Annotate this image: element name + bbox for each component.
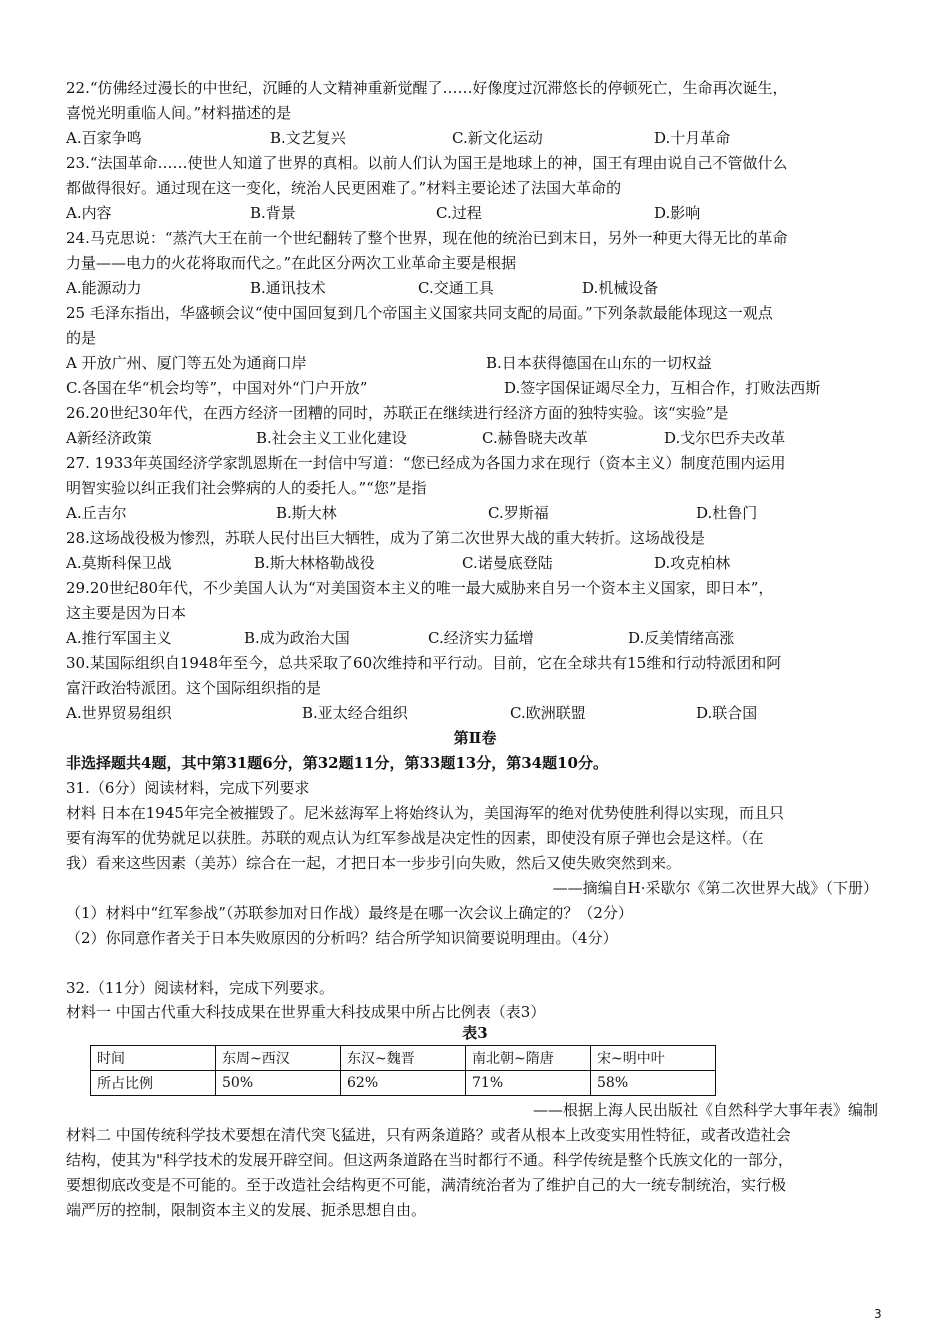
question-29-stem-line-2: 这主要是因为日本 (66, 604, 187, 622)
question-28-option-d: D.攻克柏林 (654, 554, 731, 572)
question-26-stem-line-1: 26.20世纪30年代，在西方经济一团糟的同时，苏联正在继续进行经济方面的独特实验。该“实验”是 (66, 404, 729, 422)
question-22-option-c: C.新文化运动 (452, 129, 543, 147)
question-23-option-d: D.影响 (654, 204, 701, 222)
question-32-material-2-line-4: 端严厉的控制，限制资本主义的发展、扼杀思想自由。 (66, 1201, 427, 1219)
table-cell: 东周~西汉 (216, 1046, 341, 1071)
question-29-option-a: A.推行军国主义 (66, 629, 172, 647)
question-26-option-d: D.戈尔巴乔夫改革 (664, 429, 786, 447)
question-32-material-2-line-2: 结构，使其为"科学技术的发展开辟空间。但这两条道路在当时都行不通。科学传统是整个氏族文化的一部分， (66, 1151, 793, 1169)
question-31-material-line-1: 材料 日本在1945年完全被摧毁了。尼米兹海军上将始终认为，美国海军的绝对优势使胜利得以实现，而且只 (66, 804, 784, 822)
table-3 (90, 1045, 716, 1096)
question-29-option-c: C.经济实力猛增 (428, 629, 534, 647)
question-27-option-d: D.杜鲁门 (696, 504, 758, 522)
question-22-stem-line-2: 喜悦光明重临人间。”材料描述的是 (66, 104, 292, 122)
question-27-stem-line-1: 27. 1933年英国经济学家凯恩斯在一封信中写道：“您已经成为各国力求在现行（资本主义）制度范围内运用 (66, 454, 786, 472)
question-24-option-d: D.机械设备 (582, 279, 659, 297)
section-note: 非选择题共4题，其中第31题6分，第32题11分，第33题13分，第34题10分。 (66, 754, 608, 772)
question-24-option-a: A.能源动力 (66, 279, 142, 297)
table-cell: 宋~明中叶 (591, 1046, 716, 1071)
question-30-option-a: A.世界贸易组织 (66, 704, 172, 722)
question-25-option-d: D.签字国保证竭尽全力，互相合作，打败法西斯 (504, 379, 821, 397)
question-26-option-a: A新经济政策 (66, 429, 152, 447)
table-cell: 58% (591, 1071, 716, 1096)
question-23-stem-line-2: 都做得很好。通过现在这一变化，统治人民更困难了。”材料主要论述了法国大革命的 (66, 179, 622, 197)
table-cell: 东汉~魏晋 (341, 1046, 466, 1071)
question-30-stem-line-1: 30.某国际组织自1948年至今，总共采取了60次维持和平行动。目前，它在全球共有15维和行动特派团和阿 (66, 654, 782, 672)
question-22-option-b: B.文艺复兴 (270, 129, 346, 147)
question-30-option-d: D.联合国 (696, 704, 758, 722)
question-25-option-b: B.日本获得德国在山东的一切权益 (486, 354, 712, 372)
question-31-material-line-3: 我）看来这些因素（美苏）综合在一起，才把日本一步步引向失败，然后又使失败突然到来。 (66, 854, 682, 872)
question-27-stem-line-2: 明智实验以纠正我们社会弊病的人的委托人。”“您”是指 (66, 479, 427, 497)
table-3-source: ——根据上海人民出版社《自然科学大事年表》编制 (532, 1101, 878, 1119)
question-32-material-2-line-1: 材料二 中国传统科学技术要想在清代突飞猛进，只有两条道路？或者从根本上改变实用性特征，或者改造社会 (66, 1126, 791, 1144)
question-25-option-a: A 开放广州、厦门等五处为通商口岸 (66, 354, 307, 372)
question-23-option-b: B.背景 (250, 204, 296, 222)
question-26-option-c: C.赫鲁晓夫改革 (482, 429, 588, 447)
question-28-option-c: C.诺曼底登陆 (462, 554, 553, 572)
question-32-head: 32.（11分）阅读材料，完成下列要求。 (66, 979, 334, 997)
table-cell: 所占比例 (91, 1071, 216, 1096)
question-31-sub-1: （1）材料中“红军参战”（苏联参加对日作战）最终是在哪一次会议上确定的？（2分） (66, 904, 633, 922)
question-28-option-b: B.斯大林格勒战役 (254, 554, 375, 572)
table-row (91, 1046, 716, 1071)
question-27-option-c: C.罗斯福 (488, 504, 549, 522)
question-23-option-a: A.内容 (66, 204, 112, 222)
question-25-stem-line-1: 25 毛泽东指出，华盛顿会议“使中国回复到几个帝国主义国家共同支配的局面。”下列条款最能体现这一观点 (66, 304, 773, 322)
question-31-sub-2: （2）你同意作者关于日本失败原因的分析吗？结合所学知识简要说明理由。（4分） (66, 929, 618, 947)
page-number: 3 (874, 1307, 882, 1321)
question-24-option-c: C.交通工具 (418, 279, 494, 297)
question-28-stem-line-1: 28.这场战役极为惨烈，苏联人民付出巨大牺牲，成为了第二次世界大战的重大转折。这场战役是 (66, 529, 705, 547)
table-cell: 71% (466, 1071, 591, 1096)
question-22-option-d: D.十月革命 (654, 129, 731, 147)
question-29-option-b: B.成为政治大国 (244, 629, 350, 647)
section-title: 第Ⅱ卷 (453, 729, 497, 747)
question-31-head: 31.（6分）阅读材料，完成下列要求 (66, 779, 310, 797)
question-23-stem-line-1: 23.“法国革命……使世人知道了世界的真相。以前人们认为国王是地球上的神，国王有理由说自己不管做什么 (66, 154, 788, 172)
question-26-option-b: B.社会主义工业化建设 (256, 429, 407, 447)
question-24-stem-line-1: 24.马克思说：“蒸汽大王在前一个世纪翻转了整个世界，现在他的统治已到末日，另外一种更大得无比的革命 (66, 229, 788, 247)
question-25-stem-line-2: 的是 (66, 329, 97, 347)
question-31-source: ——摘编自H·采歇尔《第二次世界大战》（下册） (552, 879, 878, 897)
table-cell: 时间 (91, 1046, 216, 1071)
question-31-material-line-2: 要有海军的优势就足以获胜。苏联的观点认为红军参战是决定性的因素，即使没有原子弹也会是这样。（在 (66, 829, 764, 847)
question-27-option-b: B.斯大林 (276, 504, 337, 522)
table-cell: 50% (216, 1071, 341, 1096)
question-29-option-d: D.反美情绪高涨 (628, 629, 735, 647)
question-32-material-1: 材料一 中国古代重大科技成果在世界重大科技成果中所占比例表（表3） (66, 1003, 546, 1021)
table-row (91, 1071, 716, 1096)
question-23-option-c: C.过程 (436, 204, 482, 222)
question-30-option-c: C.欧洲联盟 (510, 704, 586, 722)
question-25-option-c: C.各国在华“机会均等”，中国对外“门户开放” (66, 379, 368, 397)
question-29-stem-line-1: 29.20世纪80年代，不少美国人认为“对美国资本主义的唯一最大威胁来自另一个资本主义国家，即日本”， (66, 579, 774, 597)
table-cell: 南北朝~隋唐 (466, 1046, 591, 1071)
table-cell: 62% (341, 1071, 466, 1096)
question-27-option-a: A.丘吉尔 (66, 504, 127, 522)
question-22-option-a: A.百家争鸣 (66, 129, 142, 147)
question-28-option-a: A.莫斯科保卫战 (66, 554, 172, 572)
question-32-material-2-line-3: 要想彻底改变是不可能的。至于改造社会结构更不可能，满清统治者为了维护自己的大一统专制统治，实行极 (66, 1176, 787, 1194)
question-30-option-b: B.亚太经合组织 (302, 704, 408, 722)
question-30-stem-line-2: 富汗政治特派团。这个国际组织指的是 (66, 679, 322, 697)
table-3-title: 表3 (462, 1024, 488, 1042)
question-24-option-b: B.通讯技术 (250, 279, 326, 297)
question-24-stem-line-2: 力量——电力的火花将取而代之。”在此区分两次工业革命主要是根据 (66, 254, 517, 272)
question-22-stem-line-1: 22.“仿佛经过漫长的中世纪，沉睡的人文精神重新觉醒了……好像度过沉滞悠长的停顿死亡，生命再次诞生， (66, 79, 788, 97)
